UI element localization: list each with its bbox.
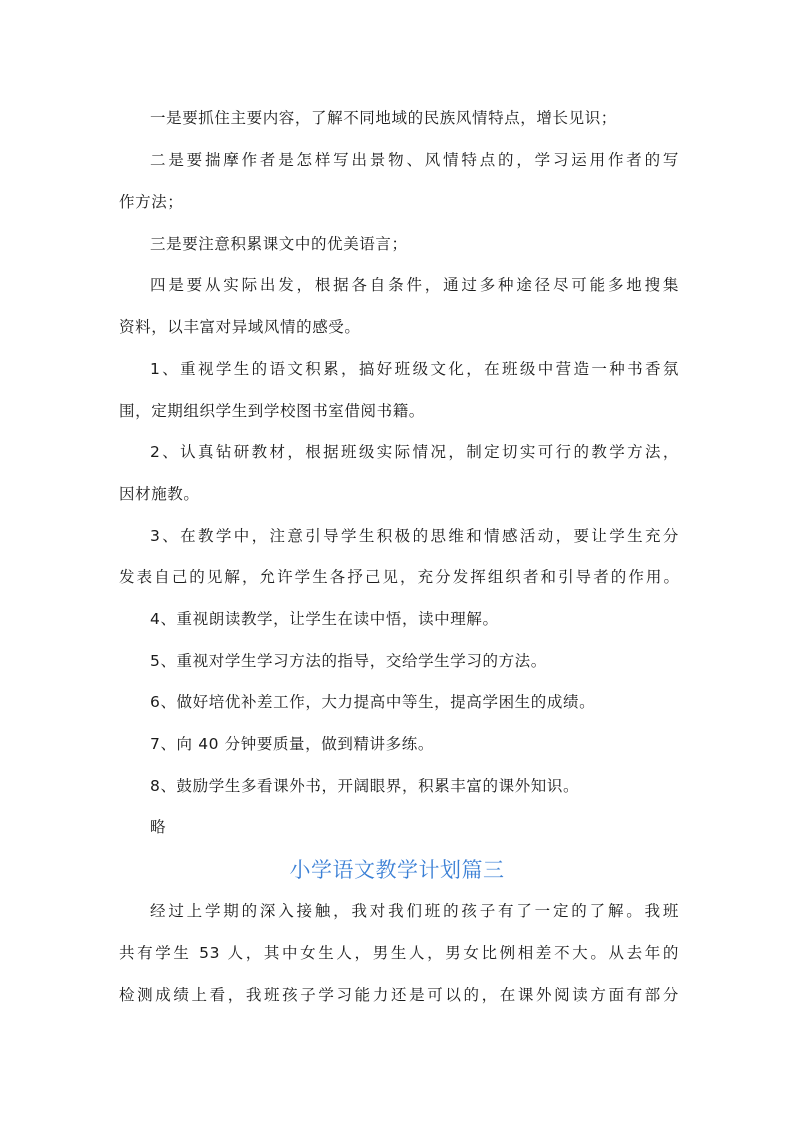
- section-heading: 小学语文教学计划篇三: [289, 858, 505, 882]
- paragraph-line: 三是要注意积累课文中的优美语言；: [150, 235, 408, 253]
- paragraph-line: 发表自己的见解，允许学生各抒己见，充分发挥组织者和引导者的作用。: [119, 568, 679, 586]
- paragraph-line: 围，定期组织学生到学校图书室借阅书籍。: [119, 402, 425, 420]
- paragraph-line: 经过上学期的深入接触，我对我们班的孩子有了一定的了解。我班: [150, 902, 679, 920]
- paragraph-line: 4、重视朗读教学，让学生在读中悟，读中理解。: [150, 610, 499, 628]
- paragraph-line: 检测成绩上看，我班孩子学习能力还是可以的，在课外阅读方面有部分: [119, 986, 679, 1004]
- paragraph-line: 四是要从实际出发，根据各自条件，通过多种途径尽可能多地搜集: [150, 276, 679, 294]
- paragraph-line: 6、做好培优补差工作，大力提高中等生，提高学困生的成绩。: [150, 693, 596, 711]
- paragraph-line: 7、向 40 分钟要质量，做到精讲多练。: [150, 735, 434, 753]
- paragraph-line: 因材施教。: [119, 485, 200, 503]
- paragraph-line: 略: [150, 818, 167, 836]
- paragraph-line: 3、在教学中，注意引导学生积极的思维和情感活动，要让学生充分: [150, 527, 679, 545]
- paragraph-line: 1、重视学生的语文积累，搞好班级文化，在班级中营造一种书香氛: [150, 360, 679, 378]
- paragraph-line: 8、鼓励学生多看课外书，开阔眼界，积累丰富的课外知识。: [150, 777, 580, 795]
- paragraph-line: 作方法；: [119, 193, 184, 211]
- paragraph-line: 5、重视对学生学习方法的指导，交给学生学习的方法。: [150, 652, 547, 670]
- paragraph-line: 二是要揣摩作者是怎样写出景物、风情特点的，学习运用作者的写: [150, 151, 679, 169]
- paragraph-line: 一是要抓住主要内容，了解不同地域的民族风情特点，增长见识；: [150, 109, 617, 127]
- paragraph-line: 2、认真钻研教材，根据班级实际情况，制定切实可行的教学方法，: [150, 443, 679, 461]
- paragraph-line: 资料，以丰富对异域风情的感受。: [119, 318, 361, 336]
- paragraph-line: 共有学生 53 人，其中女生人，男生人，男女比例相差不大。从去年的: [119, 944, 679, 962]
